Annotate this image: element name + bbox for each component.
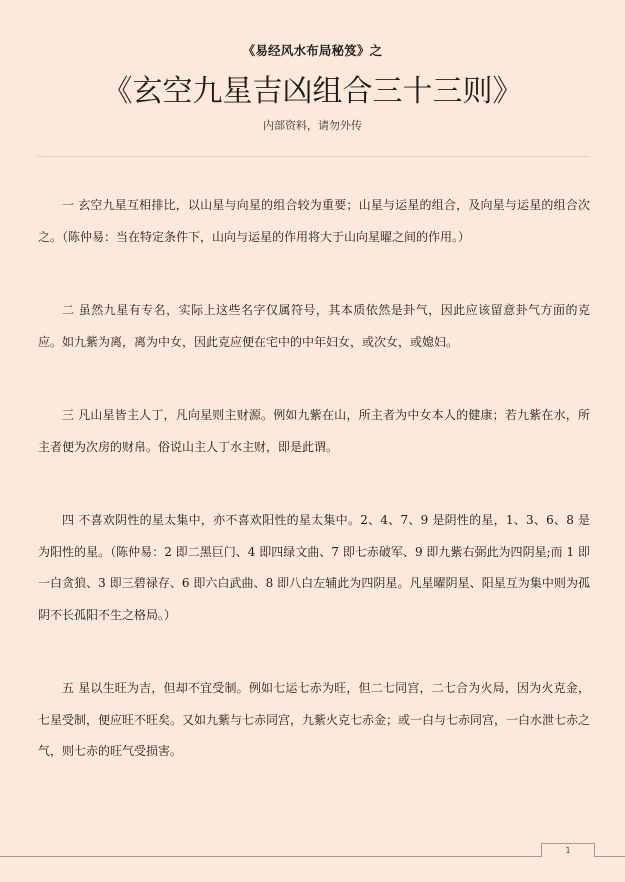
header-divider: [36, 156, 589, 157]
paragraph-3: 三 凡山星皆主人丁，凡向星则主财源。例如九紫在山，所主者为中女本人的健康；若九紫在水，所主者便为次房的财帛。俗说山主人丁水主财，即是此谓。: [38, 408, 590, 454]
page-number: 1: [541, 843, 595, 857]
footer-divider: [0, 856, 625, 857]
confidential-subtitle: 内部资料，请勿外传: [263, 119, 362, 132]
series-title: 《易经风水布局秘笈》之: [242, 43, 383, 58]
paragraph-5: 五 星以生旺为吉，但却不宜受制。例如七运七赤为旺，但二七同宫，二七合为火局，因为火克金，七星受制，便应旺不旺矣。又如九紫与七赤同宫，九紫火克七赤金；或一白与七赤同宫，一白水泄七赤之气，则七赤的旺气受损害。: [38, 681, 591, 758]
paragraph-1: 一 玄空九星互相排比，以山星与向星的组合较为重要；山星与运星的组合，及向星与运星的组合次之。（陈仲易：当在特定条件下，山向与运星的作用将大于山向星曜之间的作用。）: [38, 198, 590, 244]
document-body: [38, 190, 590, 810]
paragraph-4: 四 不喜欢阴性的星太集中，亦不喜欢阳性的星太集中。2、4、7、9 是阴性的星，1、3、6、8 是为阳性的星。（陈仲易：2 即二黑巨门、4 即四绿文曲、7 即七赤破军、9 即九紫右弼此为四阴星;而 1 即一白贪狼、3 即三碧禄存、6 即六白武曲、8 即八白左辅此为四阴星。凡星曜阴星、阳星互为集中则为孤阴不长孤阳不生之格局。）: [38, 513, 590, 622]
document-title: 《玄空九星吉凶组合三十三则》: [102, 74, 523, 109]
paragraph-2: 二 虽然九星有专名，实际上这些名字仅属符号，其本质依然是卦气，因此应该留意卦气方面的克应。如九紫为离，离为中女，因此克应便在宅中的中年妇女，或次女，或媳妇。: [38, 303, 590, 349]
